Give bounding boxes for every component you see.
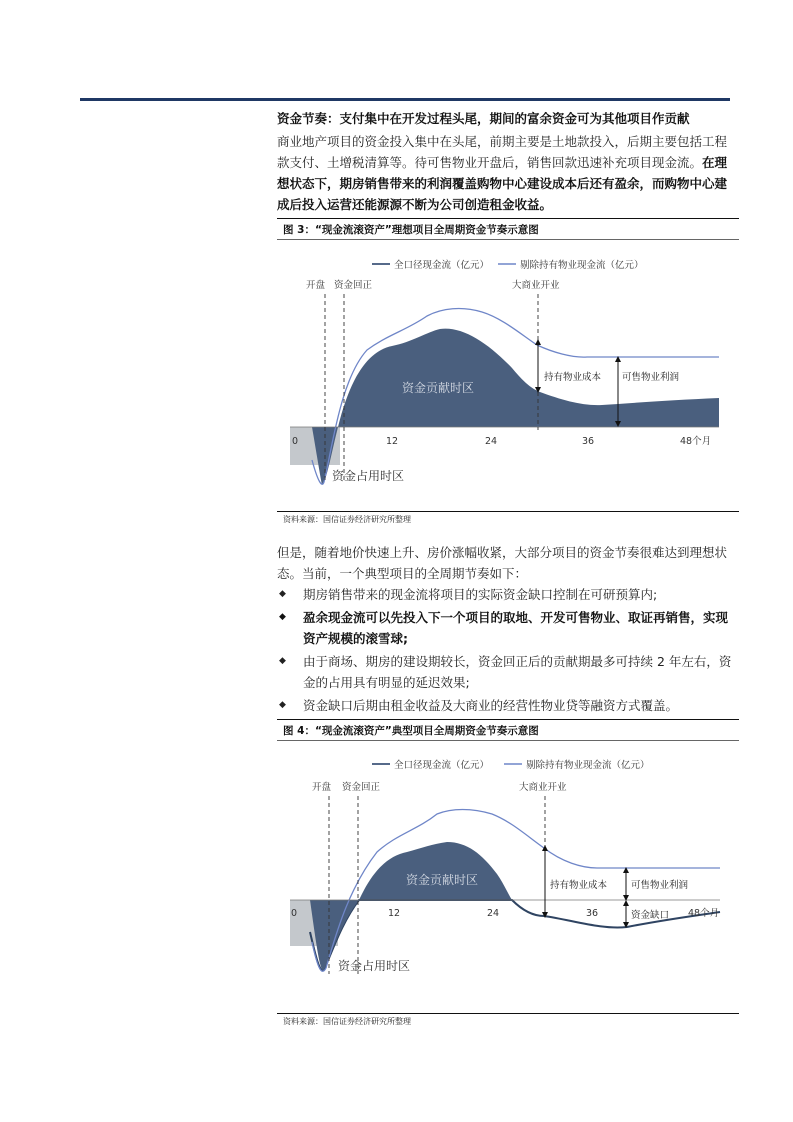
bullet-item: ◆ 由于商场、期房的建设期较长，资金回正后的贡献期最多可持续 2 年左右，资金的占用具有明显的延迟效果;	[277, 651, 737, 693]
label-contribution: 资金贡献时区	[402, 381, 475, 395]
bullet-item: ◆ 期房销售带来的现金流将项目的实际资金缺口控制在可研预算内;	[277, 584, 737, 605]
label-occupation: 资金占用时区	[332, 469, 405, 483]
contribution-area	[322, 329, 719, 485]
figure3-chart	[282, 250, 732, 500]
label-sale-profit: 可售物业利润	[631, 880, 689, 891]
label-holding-cost: 持有物业成本	[550, 880, 608, 891]
label-holding-cost: 持有物业成本	[544, 372, 602, 383]
figure3-title: 图 3：“现金流滚资产”理想项目全周期资金节奏示意图	[277, 218, 739, 240]
label-dasy: 大商业开业	[512, 280, 560, 291]
tick-12: 12	[386, 436, 399, 447]
bullet-dot-icon: ◆	[279, 612, 286, 622]
header-rule	[80, 98, 730, 101]
middle-paragraph: 但是，随着地价快速上升、房价涨幅收紧，大部分项目的资金节奏很难达到理想状态。当前，一个典型项目的全周期节奏如下：	[277, 545, 728, 581]
contribution-area	[359, 842, 512, 900]
bullet-list	[277, 584, 737, 718]
intro-bold-text: 在理想状态下，期房销售带来的利润覆盖购物中心建设成本后还有盈余，而购物中心建成后投入运营还能源源不断为公司创造租金收益。	[277, 155, 728, 212]
bullet-dot-icon: ◆	[279, 656, 286, 666]
label-dasy: 大商业开业	[519, 782, 567, 793]
tick-0: 0	[291, 908, 298, 919]
bullet-dot-icon: ◆	[279, 700, 286, 710]
label-huizheng: 资金回正	[342, 782, 381, 793]
label-gap: 资金缺口	[631, 910, 670, 921]
legend-label-a: 全口径现金流（亿元）	[394, 260, 490, 271]
bullet-dot-icon: ◆	[279, 589, 286, 599]
section-heading: 资金节奏：支付集中在开发过程头尾，期间的富余资金可为其他项目作贡献	[277, 111, 690, 126]
figure4-title: 图 4：“现金流滚资产”典型项目全周期资金节奏示意图	[277, 719, 739, 741]
tick-24: 24	[487, 908, 500, 919]
intro-paragraph	[277, 131, 737, 215]
tick-36: 36	[582, 436, 595, 447]
figure4-chart	[282, 752, 732, 1002]
legend-label-b: 剔除持有物业现金流（亿元）	[526, 760, 650, 771]
tick-24: 24	[485, 436, 498, 447]
label-sale-profit: 可售物业利润	[622, 372, 680, 383]
label-huizheng: 资金回正	[334, 280, 373, 291]
intro-normal-text: 商业地产项目的资金投入集中在头尾，前期主要是土地款投入，后期主要包括工程款支付、土增税清算等。待可售物业开盘后，销售回款迅速补充项目现金流。	[277, 134, 728, 170]
label-occupation: 资金占用时区	[338, 959, 411, 973]
figure3-source: 资料来源：国信证券经济研究所整理	[277, 511, 739, 527]
bullet-item: ◆ 盈余现金流可以先投入下一个项目的取地、开发可售物业、取证再销售，实现资产规模的滚雪球;	[277, 607, 737, 649]
label-kaipan: 开盘	[306, 280, 326, 291]
legend-label-a: 全口径现金流（亿元）	[394, 760, 490, 771]
tick-12: 12	[388, 908, 401, 919]
bullet-item: ◆ 资金缺口后期由租金收益及大商业的经营性物业贷等融资方式覆盖。	[277, 695, 737, 716]
tick-0: 0	[292, 436, 299, 447]
label-kaipan: 开盘	[312, 782, 332, 793]
tick-48: 48个月	[688, 908, 720, 919]
label-contribution: 资金贡献时区	[406, 873, 479, 887]
figure4-source: 资料来源：国信证券经济研究所整理	[277, 1013, 739, 1029]
legend-label-b: 剔除持有物业现金流（亿元）	[520, 260, 644, 271]
tick-36: 36	[586, 908, 599, 919]
tick-48: 48个月	[680, 436, 712, 447]
